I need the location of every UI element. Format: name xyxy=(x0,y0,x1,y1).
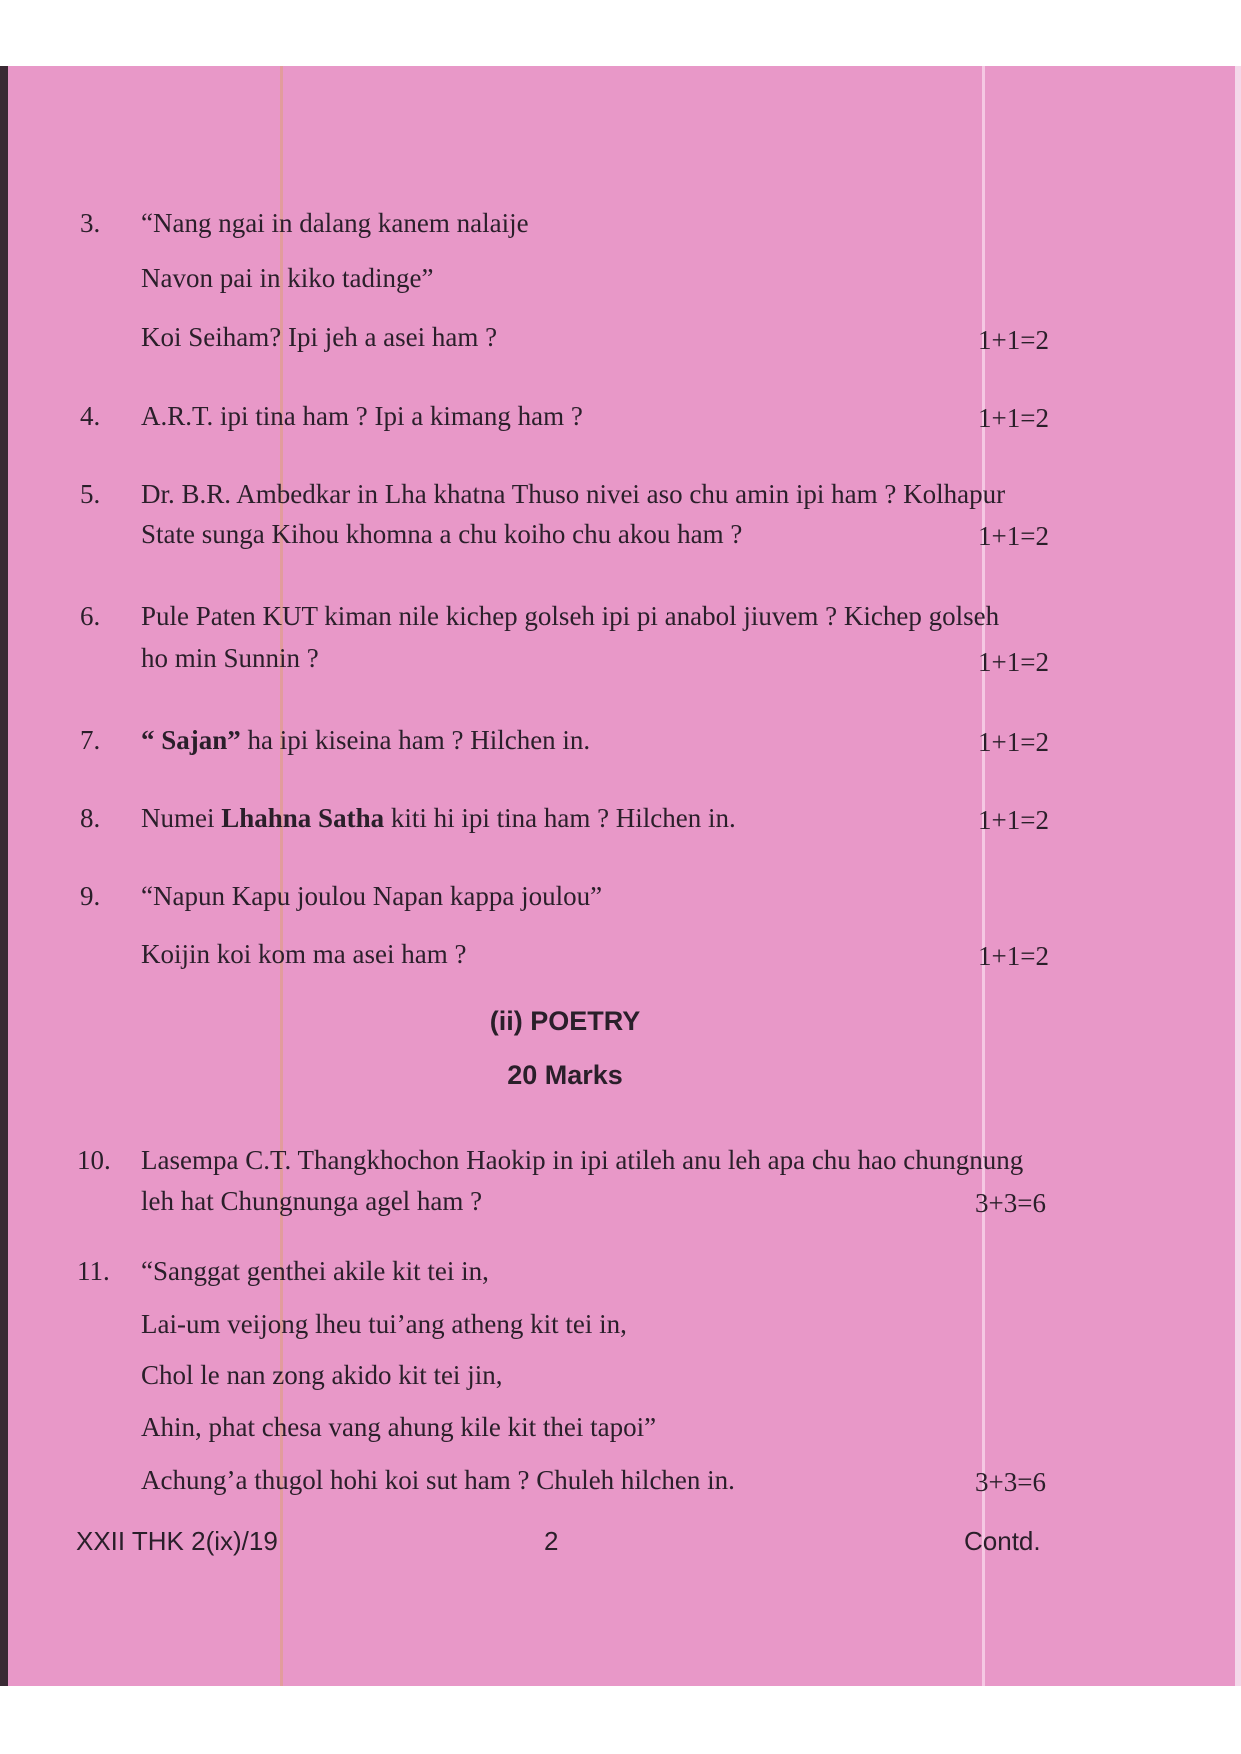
question-line: Dr. B.R. Ambedkar in Lha khatna Thuso nivei aso chu amin ipi ham ? Kolhapur xyxy=(141,479,1006,509)
question-line: A.R.T. ipi tina ham ? Ipi a kimang ham ? xyxy=(141,401,583,431)
marks: 1+1=2 xyxy=(978,647,1049,677)
paper-code: XXII THK 2(ix)/19 xyxy=(76,1526,278,1556)
section-title: (ii) POETRY xyxy=(489,1006,641,1036)
question-number: 4. xyxy=(80,401,101,431)
question-line: “Nang ngai in dalang kanem nalaije xyxy=(141,208,529,238)
page-number: 2 xyxy=(544,1526,559,1556)
question-line: Chol le nan zong akido kit tei jin, xyxy=(141,1360,503,1390)
marks: 3+3=6 xyxy=(975,1467,1046,1497)
question-text: ha ipi kiseina ham ? Hilchen in. xyxy=(240,725,591,755)
marks: 1+1=2 xyxy=(978,521,1049,551)
bold-term: Lhahna Satha xyxy=(221,803,385,833)
question-line xyxy=(141,798,736,838)
question-line: Navon pai in kiko tadinge” xyxy=(141,263,434,293)
question-line: “Sanggat genthei akile kit tei in, xyxy=(141,1256,489,1286)
marks: 1+1=2 xyxy=(978,403,1049,433)
question-number: 3. xyxy=(80,208,101,238)
section-marks: 20 Marks xyxy=(507,1060,623,1090)
question-line: Ahin, phat chesa vang ahung kile kit thei tapoi” xyxy=(141,1412,657,1442)
question-text: kiti hi ipi tina ham ? Hilchen in. xyxy=(384,803,736,833)
marks: 1+1=2 xyxy=(978,325,1049,355)
question-line: Koijin koi kom ma asei ham ? xyxy=(141,939,467,969)
marks: 1+1=2 xyxy=(978,727,1049,757)
question-line xyxy=(141,720,590,760)
question-line: Lasempa C.T. Thangkhochon Haokip in ipi atileh anu leh apa chu hao chungnung xyxy=(141,1145,1024,1175)
question-number: 7. xyxy=(80,725,101,755)
fold-line xyxy=(982,66,985,1686)
question-line: ho min Sunnin ? xyxy=(141,643,319,673)
sheet-left-edge xyxy=(0,66,8,1686)
question-line: Lai-um veijong lheu tui’ang atheng kit tei in, xyxy=(141,1309,627,1339)
question-line: State sunga Kihou khomna a chu koiho chu akou ham ? xyxy=(141,519,743,549)
question-text: Numei xyxy=(141,803,222,833)
sheet-right-edge xyxy=(1235,66,1241,1686)
question-number: 9. xyxy=(80,881,101,911)
marks: 1+1=2 xyxy=(978,941,1049,971)
question-line: Pule Paten KUT kiman nile kichep golseh ipi pi anabol jiuvem ? Kichep golseh xyxy=(141,601,1000,631)
marks: 3+3=6 xyxy=(975,1188,1046,1218)
question-number: 8. xyxy=(80,803,101,833)
question-number: 11. xyxy=(77,1256,110,1286)
question-line: “Napun Kapu joulou Napan kappa joulou” xyxy=(141,881,603,911)
question-number: 5. xyxy=(80,479,101,509)
question-line: Achung’a thugol hohi koi sut ham ? Chuleh hilchen in. xyxy=(141,1465,735,1495)
question-number: 10. xyxy=(77,1145,111,1175)
question-line: leh hat Chungnunga agel ham ? xyxy=(141,1186,483,1216)
question-number: 6. xyxy=(80,601,101,631)
continued-label: Contd. xyxy=(964,1526,1041,1556)
marks: 1+1=2 xyxy=(978,805,1049,835)
question-line: Koi Seiham? Ipi jeh a asei ham ? xyxy=(141,322,498,352)
bold-term: “ Sajan” xyxy=(141,725,241,755)
